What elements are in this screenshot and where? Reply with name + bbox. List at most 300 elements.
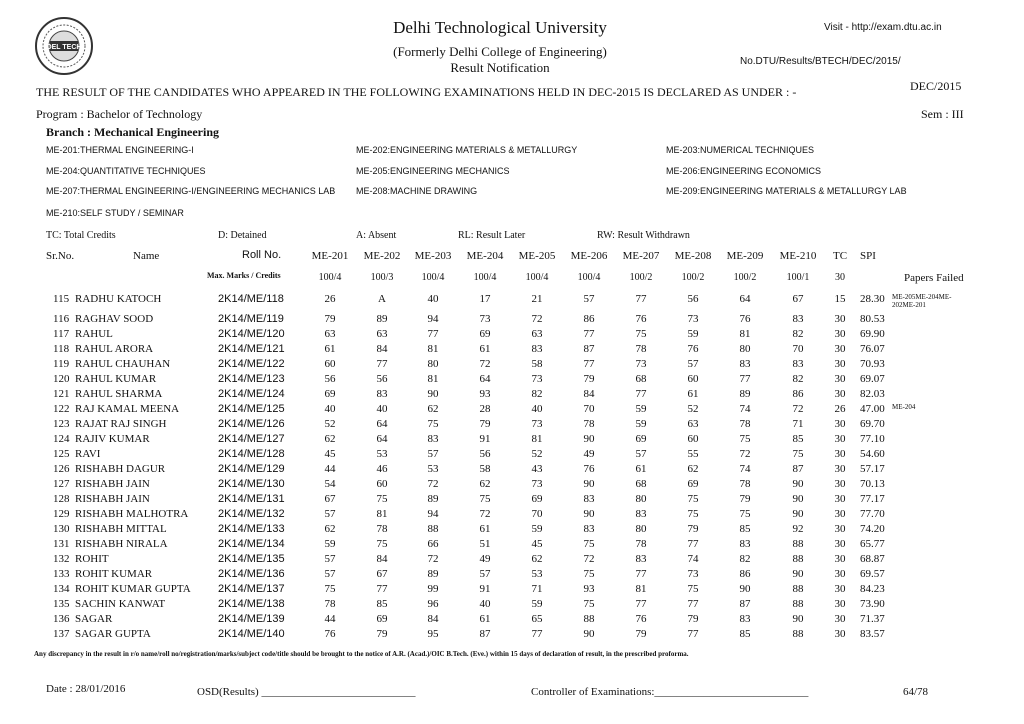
- cell-mark: 72: [739, 448, 751, 460]
- cell-mark: 81: [739, 328, 751, 340]
- cell-mark: 45: [324, 448, 336, 460]
- max-mark: 100/4: [318, 272, 342, 283]
- cell-sr-no: 131: [53, 538, 70, 550]
- cell-mark: 57: [687, 358, 699, 370]
- cell-name: RISHABH MALHOTRA: [75, 508, 189, 520]
- cell-spi: 69.70: [860, 418, 885, 430]
- cell-mark: 44: [324, 613, 336, 625]
- legend-item: TC: Total Credits: [46, 230, 116, 241]
- cell-name: RAVI: [75, 448, 101, 460]
- cell-mark: 79: [479, 418, 491, 430]
- cell-mark: 46: [376, 463, 388, 475]
- table-row: [0, 493, 1024, 508]
- cell-mark: 75: [583, 568, 595, 580]
- cell-mark: 75: [583, 598, 595, 610]
- cell-roll-no: 2K14/ME/122: [218, 358, 285, 370]
- cell-mark: 83: [792, 358, 804, 370]
- cell-mark: 77: [687, 598, 699, 610]
- cell-tc: 30: [834, 343, 846, 355]
- cell-tc: 30: [834, 313, 846, 325]
- cell-mark: 58: [479, 463, 491, 475]
- cell-spi: 82.03: [860, 388, 885, 400]
- cell-mark: 62: [427, 403, 439, 415]
- cell-mark: 75: [687, 508, 699, 520]
- cell-mark: 63: [376, 328, 388, 340]
- cell-mark: 77: [376, 358, 388, 370]
- cell-tc: 30: [834, 523, 846, 535]
- cell-mark: 77: [376, 583, 388, 595]
- cell-mark: 83: [427, 433, 439, 445]
- cell-mark: 82: [792, 328, 804, 340]
- cell-mark: 40: [531, 403, 543, 415]
- cell-name: RAJ KAMAL MEENA: [75, 403, 180, 415]
- exam-date: DEC/2015: [910, 79, 962, 93]
- cell-mark: 60: [687, 373, 699, 385]
- cell-mark: 60: [324, 358, 336, 370]
- cell-spi: 73.90: [860, 598, 885, 610]
- cell-mark: 61: [479, 343, 491, 355]
- cell-name: RAHUL ARORA: [75, 343, 154, 355]
- subject-item: ME-209:ENGINEERING MATERIALS & METALLURGY LAB: [666, 186, 907, 196]
- cell-spi: 71.37: [860, 613, 885, 625]
- cell-mark: 75: [324, 583, 336, 595]
- cell-roll-no: 2K14/ME/136: [218, 568, 285, 580]
- cell-mark: 56: [376, 373, 388, 385]
- cell-mark: 61: [635, 463, 647, 475]
- max-mark: 100/4: [577, 272, 601, 283]
- cell-mark: 83: [792, 313, 804, 325]
- cell-mark: 71: [792, 418, 804, 430]
- cell-mark: 92: [792, 523, 804, 535]
- header-subject: ME-203: [414, 250, 452, 262]
- max-mark: 100/2: [681, 272, 705, 283]
- cell-mark: 83: [739, 538, 751, 550]
- cell-mark: 86: [583, 313, 595, 325]
- cell-roll-no: 2K14/ME/137: [218, 583, 285, 595]
- cell-spi: 57.17: [860, 463, 885, 475]
- cell-mark: 52: [531, 448, 543, 460]
- cell-roll-no: 2K14/ME/118: [218, 293, 284, 305]
- cell-mark: 94: [427, 313, 439, 325]
- cell-mark: 93: [479, 388, 491, 400]
- max-mark: 100/2: [629, 272, 653, 283]
- table-row: [0, 523, 1024, 538]
- cell-sr-no: 116: [53, 313, 70, 325]
- cell-mark: 64: [376, 433, 388, 445]
- cell-mark: 79: [687, 613, 699, 625]
- cell-mark: 88: [583, 613, 595, 625]
- cell-mark: 74: [739, 463, 751, 475]
- cell-tc: 15: [834, 293, 846, 305]
- cell-mark: 53: [531, 568, 543, 580]
- cell-mark: 83: [583, 493, 595, 505]
- cell-roll-no: 2K14/ME/135: [218, 553, 285, 565]
- cell-mark: 90: [792, 478, 804, 490]
- cell-mark: 76: [739, 313, 751, 325]
- cell-mark: 88: [792, 628, 804, 640]
- cell-mark: 90: [583, 433, 595, 445]
- cell-tc: 30: [834, 358, 846, 370]
- cell-mark: 82: [531, 388, 543, 400]
- cell-tc: 30: [834, 628, 846, 640]
- cell-mark: 93: [583, 583, 595, 595]
- cell-sr-no: 123: [53, 418, 70, 430]
- cell-spi: 69.90: [860, 328, 885, 340]
- max-mark: 100/4: [525, 272, 549, 283]
- cell-mark: 87: [479, 628, 491, 640]
- cell-mark: 76: [635, 313, 647, 325]
- cell-mark: 84: [376, 553, 388, 565]
- cell-mark: 89: [376, 313, 388, 325]
- cell-mark: 57: [324, 508, 336, 520]
- cell-mark: 72: [427, 553, 439, 565]
- cell-tc: 30: [834, 463, 846, 475]
- cell-mark: 75: [479, 493, 491, 505]
- declaration-date: Date : 28/01/2016: [46, 683, 126, 695]
- cell-mark: 58: [531, 358, 543, 370]
- cell-sr-no: 137: [53, 628, 70, 640]
- cell-roll-no: 2K14/ME/120: [218, 328, 285, 340]
- header-subject: ME-205: [518, 250, 556, 262]
- cell-mark: 73: [635, 358, 647, 370]
- cell-spi: 47.00: [860, 403, 885, 415]
- header-tc: TC: [832, 250, 848, 262]
- cell-spi: 80.53: [860, 313, 885, 325]
- cell-mark: 59: [324, 538, 336, 550]
- cell-mark: 90: [792, 508, 804, 520]
- cell-mark: 51: [479, 538, 491, 550]
- cell-mark: 67: [792, 293, 804, 305]
- cell-mark: 64: [479, 373, 491, 385]
- cell-spi: 77.17: [860, 493, 885, 505]
- cell-spi: 69.07: [860, 373, 885, 385]
- subject-item: ME-204:QUANTITATIVE TECHNIQUES: [46, 166, 206, 176]
- cell-mark: 78: [739, 418, 751, 430]
- max-mark: 100/1: [786, 272, 810, 283]
- cell-mark: 63: [687, 418, 699, 430]
- table-row: [0, 568, 1024, 583]
- cell-mark: 73: [687, 568, 699, 580]
- cell-spi: 76.07: [860, 343, 885, 355]
- page-number: 64/78: [903, 686, 929, 698]
- cell-mark: 49: [479, 553, 491, 565]
- cell-mark: 85: [739, 628, 751, 640]
- cell-mark: 69: [687, 478, 699, 490]
- header-subject: ME-201: [311, 250, 349, 262]
- cell-tc: 30: [834, 583, 846, 595]
- cell-mark: 77: [687, 538, 699, 550]
- cell-mark: 88: [427, 523, 439, 535]
- cell-sr-no: 135: [53, 598, 70, 610]
- cell-mark: 40: [324, 403, 336, 415]
- cell-mark: 95: [427, 628, 439, 640]
- cell-roll-no: 2K14/ME/130: [218, 478, 285, 490]
- cell-mark: 90: [583, 508, 595, 520]
- cell-mark: 56: [687, 293, 699, 305]
- cell-spi: 83.57: [860, 628, 885, 640]
- cell-mark: 70: [531, 508, 543, 520]
- cell-name: RAGHAV SOOD: [75, 313, 154, 325]
- cell-mark: 40: [427, 293, 439, 305]
- cell-mark: 87: [739, 598, 751, 610]
- cell-mark: 75: [687, 493, 699, 505]
- table-row: [0, 448, 1024, 463]
- cell-sr-no: 132: [53, 553, 70, 565]
- cell-mark: 79: [583, 373, 595, 385]
- cell-mark: 28: [479, 403, 491, 415]
- table-row: [0, 388, 1024, 403]
- cell-mark: 70: [792, 343, 804, 355]
- table-row: [0, 403, 1024, 418]
- cell-mark: 40: [479, 598, 491, 610]
- cell-mark: 68: [635, 478, 647, 490]
- controller-signature-line: Controller of Examinations:____________________________: [531, 686, 809, 698]
- legend-item: D: Detained: [218, 230, 267, 241]
- cell-mark: 84: [427, 613, 439, 625]
- cell-name: ROHIT KUMAR GUPTA: [75, 583, 191, 595]
- table-row: [0, 628, 1024, 643]
- cell-mark: 84: [583, 388, 595, 400]
- table-row: [0, 583, 1024, 598]
- cell-mark: 88: [792, 583, 804, 595]
- cell-mark: 75: [376, 493, 388, 505]
- cell-mark: 44: [324, 463, 336, 475]
- cell-name: SACHIN KANWAT: [75, 598, 166, 610]
- cell-mark: 89: [739, 388, 751, 400]
- cell-roll-no: 2K14/ME/125: [218, 403, 285, 415]
- cell-sr-no: 117: [53, 328, 70, 340]
- cell-mark: 67: [376, 568, 388, 580]
- table-row: [0, 478, 1024, 493]
- cell-tc: 26: [834, 403, 846, 415]
- cell-mark: 78: [635, 343, 647, 355]
- cell-roll-no: 2K14/ME/131: [218, 493, 285, 505]
- cell-roll-no: 2K14/ME/123: [218, 373, 285, 385]
- cell-mark: 79: [739, 493, 751, 505]
- subject-item: ME-206:ENGINEERING ECONOMICS: [666, 166, 822, 176]
- cell-name: RAJIV KUMAR: [75, 433, 150, 445]
- cell-mark: 67: [324, 493, 336, 505]
- cell-mark: 86: [739, 568, 751, 580]
- table-row: [0, 553, 1024, 568]
- cell-tc: 30: [834, 418, 846, 430]
- max-tc: 30: [835, 272, 845, 283]
- cell-mark: 78: [739, 478, 751, 490]
- cell-mark: 76: [324, 628, 336, 640]
- cell-sr-no: 133: [53, 568, 70, 580]
- cell-name: ROHIT: [75, 553, 109, 565]
- cell-mark: 63: [531, 328, 543, 340]
- cell-sr-no: 125: [53, 448, 70, 460]
- cell-mark: 77: [635, 293, 647, 305]
- cell-roll-no: 2K14/ME/129: [218, 463, 285, 475]
- cell-mark: 87: [583, 343, 595, 355]
- cell-sr-no: 128: [53, 493, 70, 505]
- cell-roll-no: 2K14/ME/127: [218, 433, 285, 445]
- cell-tc: 30: [834, 493, 846, 505]
- cell-mark: 81: [635, 583, 647, 595]
- cell-mark: 99: [427, 583, 439, 595]
- cell-name: ROHIT KUMAR: [75, 568, 153, 580]
- cell-mark: 62: [687, 463, 699, 475]
- cell-spi: 69.57: [860, 568, 885, 580]
- cell-mark: 77: [583, 358, 595, 370]
- cell-mark: 60: [687, 433, 699, 445]
- cell-spi: 28.30: [860, 293, 885, 305]
- subject-item: ME-201:THERMAL ENGINEERING-I: [46, 145, 194, 155]
- cell-mark: 57: [635, 448, 647, 460]
- cell-mark: 72: [479, 358, 491, 370]
- cell-mark: 69: [479, 328, 491, 340]
- cell-mark: 62: [324, 523, 336, 535]
- cell-mark: 77: [687, 628, 699, 640]
- discrepancy-notice: Any discrepancy in the result in r/o name/roll no/registration/marks/subject code/title should be brought to the notice of A.R. (Acad.)/OIC B.Tech. (Eve.) within 15 days of declaration of result, in the prescribed proforma.: [34, 650, 689, 658]
- page-title: Delhi Technological University: [393, 18, 607, 37]
- cell-mark: 65: [531, 613, 543, 625]
- cell-mark: 56: [479, 448, 491, 460]
- cell-mark: 54: [324, 478, 336, 490]
- cell-mark: 75: [635, 328, 647, 340]
- cell-name: RISHABH DAGUR: [75, 463, 166, 475]
- cell-mark: 21: [531, 293, 543, 305]
- cell-mark: 78: [376, 523, 388, 535]
- header-name: Name: [133, 250, 160, 262]
- cell-mark: 60: [376, 478, 388, 490]
- cell-mark: 61: [479, 523, 491, 535]
- legend-item: RW: Result Withdrawn: [597, 230, 690, 241]
- cell-name: RISHABH NIRALA: [75, 538, 168, 550]
- table-row: [0, 358, 1024, 373]
- cell-mark: 87: [792, 463, 804, 475]
- cell-mark: 75: [687, 583, 699, 595]
- cell-mark: 90: [583, 478, 595, 490]
- cell-sr-no: 120: [53, 373, 70, 385]
- cell-mark: 71: [531, 583, 543, 595]
- cell-tc: 30: [834, 373, 846, 385]
- cell-mark: 88: [792, 553, 804, 565]
- cell-mark: 91: [479, 433, 491, 445]
- cell-roll-no: 2K14/ME/133: [218, 523, 285, 535]
- program-label: Program : Bachelor of Technology: [36, 107, 203, 121]
- cell-mark: 72: [531, 313, 543, 325]
- cell-mark: 63: [324, 328, 336, 340]
- cell-tc: 30: [834, 538, 846, 550]
- cell-name: SAGAR GUPTA: [75, 628, 151, 640]
- cell-sr-no: 119: [53, 358, 70, 370]
- header-sr: Sr.No.: [46, 250, 75, 262]
- cell-mark: 83: [531, 343, 543, 355]
- cell-mark: 96: [427, 598, 439, 610]
- cell-name: RISHABH JAIN: [75, 493, 150, 505]
- cell-spi: 74.20: [860, 523, 885, 535]
- cell-name: RISHABH JAIN: [75, 478, 150, 490]
- cell-mark: 77: [583, 328, 595, 340]
- cell-mark: 77: [531, 628, 543, 640]
- cell-mark: 69: [376, 613, 388, 625]
- cell-sr-no: 136: [53, 613, 70, 625]
- cell-mark: 86: [792, 388, 804, 400]
- cell-mark: 75: [427, 418, 439, 430]
- cell-sr-no: 127: [53, 478, 70, 490]
- cell-mark: 76: [583, 463, 595, 475]
- cell-mark: 83: [583, 523, 595, 535]
- cell-mark: 78: [635, 538, 647, 550]
- notification-heading: Result Notification: [450, 60, 550, 75]
- cell-mark: 61: [324, 343, 336, 355]
- header-subject: ME-202: [363, 250, 401, 262]
- cell-spi: 70.13: [860, 478, 885, 490]
- cell-mark: 88: [792, 598, 804, 610]
- cell-mark: 83: [739, 358, 751, 370]
- cell-sr-no: 122: [53, 403, 70, 415]
- cell-mark: 72: [583, 553, 595, 565]
- legend-item: A: Absent: [356, 230, 397, 241]
- cell-name: RAHUL CHAUHAN: [75, 358, 171, 370]
- cell-mark: 55: [687, 448, 699, 460]
- cell-mark: 59: [531, 598, 543, 610]
- cell-mark: 82: [792, 373, 804, 385]
- cell-mark: 75: [376, 538, 388, 550]
- reference-number: No.DTU/Results/BTECH/DEC/2015/: [740, 56, 901, 67]
- cell-roll-no: 2K14/ME/124: [218, 388, 285, 400]
- cell-name: RAHUL KUMAR: [75, 373, 157, 385]
- osd-signature-line: OSD(Results) ____________________________: [197, 686, 416, 698]
- header-subject: ME-207: [622, 250, 660, 262]
- cell-papers-failed: ME-205ME-204ME-202ME-201: [892, 293, 952, 309]
- cell-mark: 72: [427, 478, 439, 490]
- cell-mark: 52: [324, 418, 336, 430]
- cell-mark: 70: [583, 403, 595, 415]
- max-mark: 100/4: [421, 272, 445, 283]
- cell-roll-no: 2K14/ME/126: [218, 418, 285, 430]
- cell-mark: 73: [531, 373, 543, 385]
- cell-roll-no: 2K14/ME/128: [218, 448, 285, 460]
- table-row: [0, 538, 1024, 553]
- cell-mark: 56: [324, 373, 336, 385]
- cell-mark: 59: [687, 328, 699, 340]
- cell-mark: 62: [324, 433, 336, 445]
- cell-mark: 64: [739, 293, 751, 305]
- cell-roll-no: 2K14/ME/119: [218, 313, 284, 325]
- cell-mark: 73: [479, 313, 491, 325]
- subject-item: ME-205:ENGINEERING MECHANICS: [356, 166, 510, 176]
- cell-roll-no: 2K14/ME/139: [218, 613, 285, 625]
- cell-mark: 79: [376, 628, 388, 640]
- cell-sr-no: 134: [53, 583, 70, 595]
- cell-tc: 30: [834, 328, 846, 340]
- cell-mark: 52: [687, 403, 699, 415]
- table-row: [0, 373, 1024, 388]
- cell-mark: 79: [635, 628, 647, 640]
- cell-tc: 30: [834, 448, 846, 460]
- cell-sr-no: 130: [53, 523, 70, 535]
- cell-mark: 83: [739, 613, 751, 625]
- cell-mark: 80: [635, 493, 647, 505]
- cell-mark: 57: [324, 568, 336, 580]
- cell-mark: 66: [427, 538, 439, 550]
- cell-roll-no: 2K14/ME/140: [218, 628, 285, 640]
- cell-mark: 45: [531, 538, 543, 550]
- cell-spi: 65.77: [860, 538, 885, 550]
- cell-mark: 59: [531, 523, 543, 535]
- cell-mark: 79: [687, 523, 699, 535]
- cell-mark: 75: [792, 448, 804, 460]
- cell-mark: 90: [427, 388, 439, 400]
- cell-mark: A: [378, 293, 386, 305]
- cell-spi: 68.87: [860, 553, 885, 565]
- cell-mark: 61: [687, 388, 699, 400]
- cell-mark: 94: [427, 508, 439, 520]
